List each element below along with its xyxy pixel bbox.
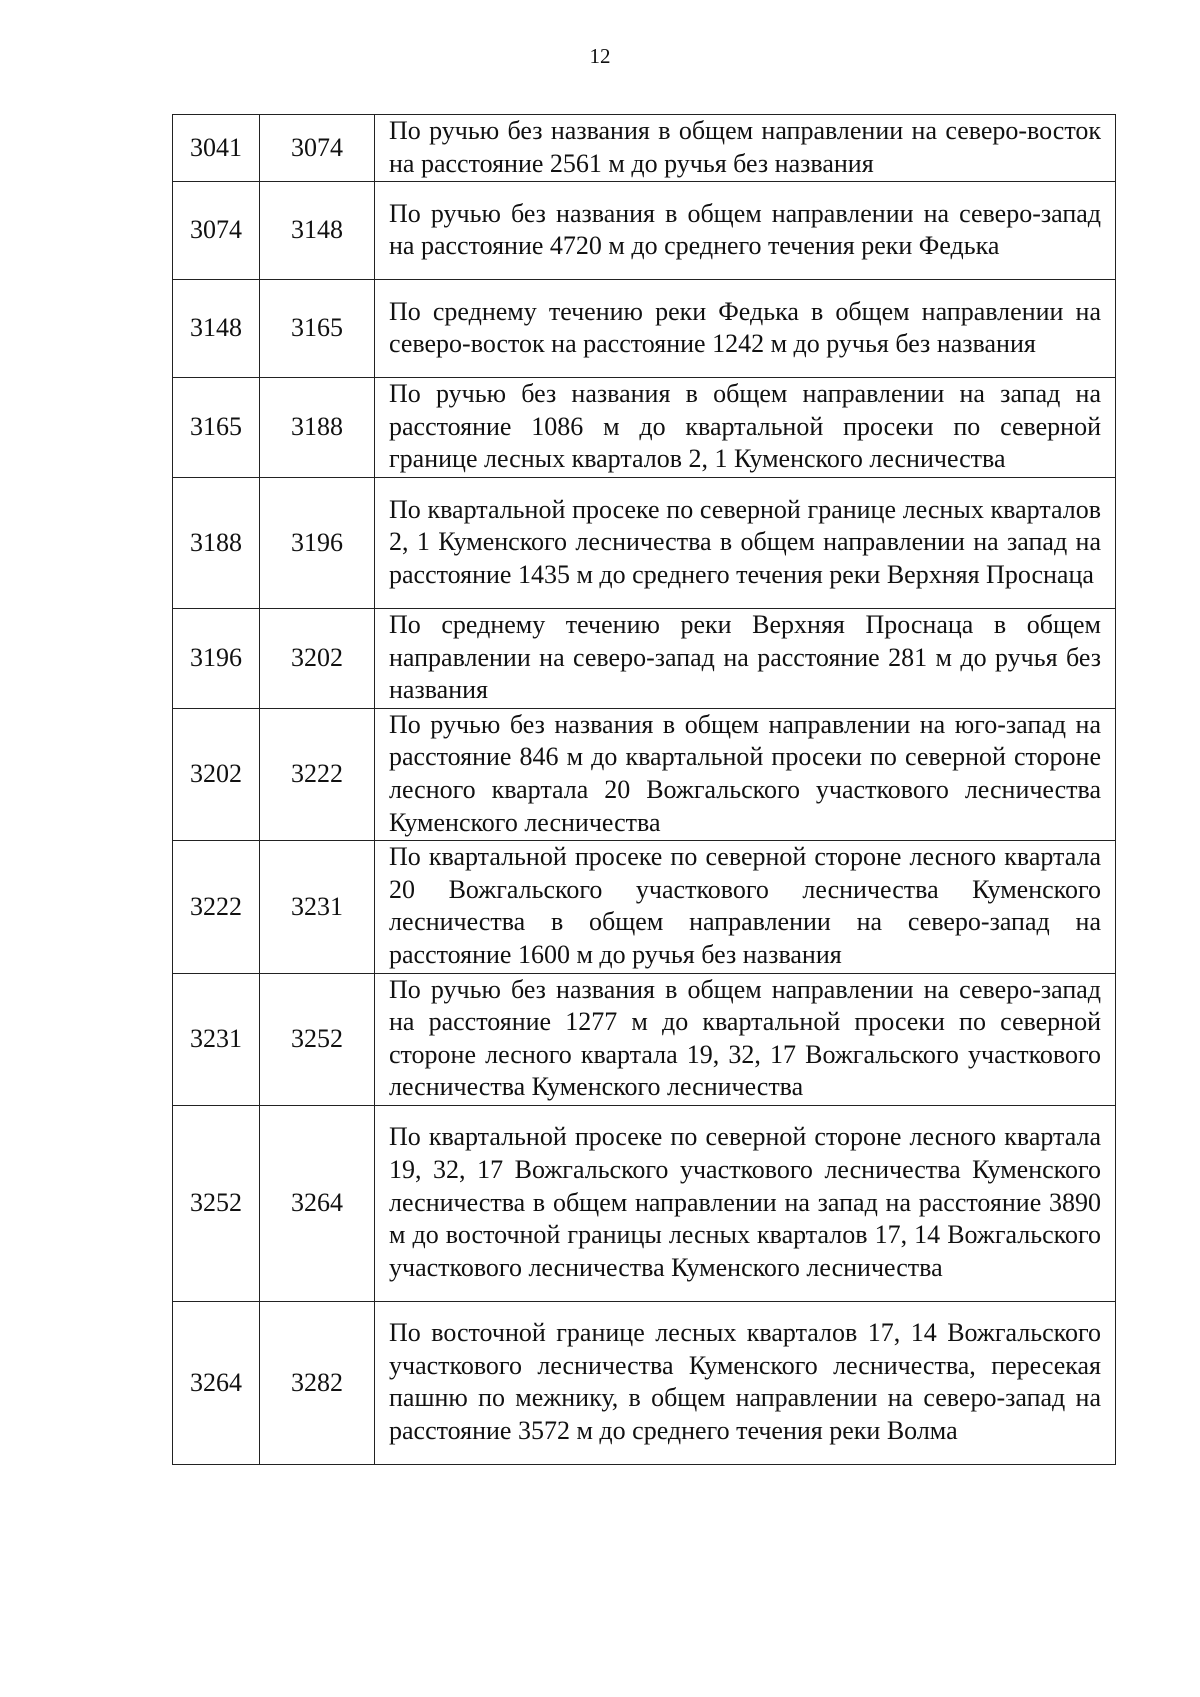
table-row: [173, 973, 1116, 1105]
table-row: [173, 708, 1116, 840]
table-row: [173, 378, 1116, 478]
page-number: 12: [589, 44, 611, 68]
from-point-cell: 3196: [173, 608, 260, 708]
table-row: [173, 280, 1116, 378]
to-point-cell: 3074: [260, 115, 375, 182]
table-row: [173, 477, 1116, 608]
table-row: [173, 115, 1116, 182]
from-point-cell: 3074: [173, 182, 260, 280]
table-row: [173, 841, 1116, 973]
description-cell: По ручью без названия в общем направлении на запад на расстояние 1086 м до квартальной просеки по северной границе лесных кварталов 2, 1 Куменского лесничества: [375, 378, 1116, 478]
description-cell: По восточной границе лесных кварталов 17, 14 Вожгальского участкового лесничества Куменского лесничества, пересекая пашню по межнику, в общем направлении на северо-запад на расстояние 3572 м до среднего течения реки Волма: [375, 1301, 1116, 1464]
from-point-cell: 3231: [173, 973, 260, 1105]
description-cell: По ручью без названия в общем направлении на юго-запад на расстояние 846 м до квартальной просеки по северной стороне лесного квартала 20 Вожгальского участкового лесничества Куменского лесничества: [375, 708, 1116, 840]
from-point-cell: 3264: [173, 1301, 260, 1464]
description-cell: По ручью без названия в общем направлении на северо-восток на расстояние 2561 м до ручья без названия: [375, 115, 1116, 182]
description-cell: По квартальной просеке по северной границе лесных кварталов 2, 1 Куменского лесничества в общем направлении на запад на расстояние 1435 м до среднего течения реки Верхняя Проснаца: [375, 477, 1116, 608]
to-point-cell: 3148: [260, 182, 375, 280]
description-cell: По среднему течению реки Федька в общем направлении на северо-восток на расстояние 1242 м до ручья без названия: [375, 280, 1116, 378]
from-point-cell: 3148: [173, 280, 260, 378]
table-body: [173, 115, 1116, 1465]
description-cell: По ручью без названия в общем направлении на северо-запад на расстояние 4720 м до среднего течения реки Федька: [375, 182, 1116, 280]
from-point-cell: 3202: [173, 708, 260, 840]
table-row: [173, 182, 1116, 280]
to-point-cell: 3196: [260, 477, 375, 608]
to-point-cell: 3252: [260, 973, 375, 1105]
from-point-cell: 3041: [173, 115, 260, 182]
description-cell: По квартальной просеке по северной стороне лесного квартала 19, 32, 17 Вожгальского участкового лесничества Куменского лесничества в общем направлении на запад на расстояние 3890 м до восточной границы лесных кварталов 17, 14 Вожгальского участкового лесничества Куменского лесничества: [375, 1105, 1116, 1301]
from-point-cell: 3252: [173, 1105, 260, 1301]
boundary-description-table: [172, 114, 1116, 1465]
table-row: [173, 1105, 1116, 1301]
description-cell: По среднему течению реки Верхняя Проснаца в общем направлении на северо-запад на расстояние 281 м до ручья без названия: [375, 608, 1116, 708]
from-point-cell: 3188: [173, 477, 260, 608]
to-point-cell: 3202: [260, 608, 375, 708]
description-cell: По квартальной просеке по северной стороне лесного квартала 20 Вожгальского участкового лесничества Куменского лесничества в общем направлении на северо-запад на расстояние 1600 м до ручья без названия: [375, 841, 1116, 973]
to-point-cell: 3264: [260, 1105, 375, 1301]
to-point-cell: 3188: [260, 378, 375, 478]
from-point-cell: 3165: [173, 378, 260, 478]
from-point-cell: 3222: [173, 841, 260, 973]
to-point-cell: 3222: [260, 708, 375, 840]
to-point-cell: 3231: [260, 841, 375, 973]
description-cell: По ручью без названия в общем направлении на северо-запад на расстояние 1277 м до квартальной просеки по северной стороне лесного квартала 19, 32, 17 Вожгальского участкового лесничества Куменского лесничества: [375, 973, 1116, 1105]
to-point-cell: 3282: [260, 1301, 375, 1464]
to-point-cell: 3165: [260, 280, 375, 378]
table-row: [173, 1301, 1116, 1464]
table-row: [173, 608, 1116, 708]
